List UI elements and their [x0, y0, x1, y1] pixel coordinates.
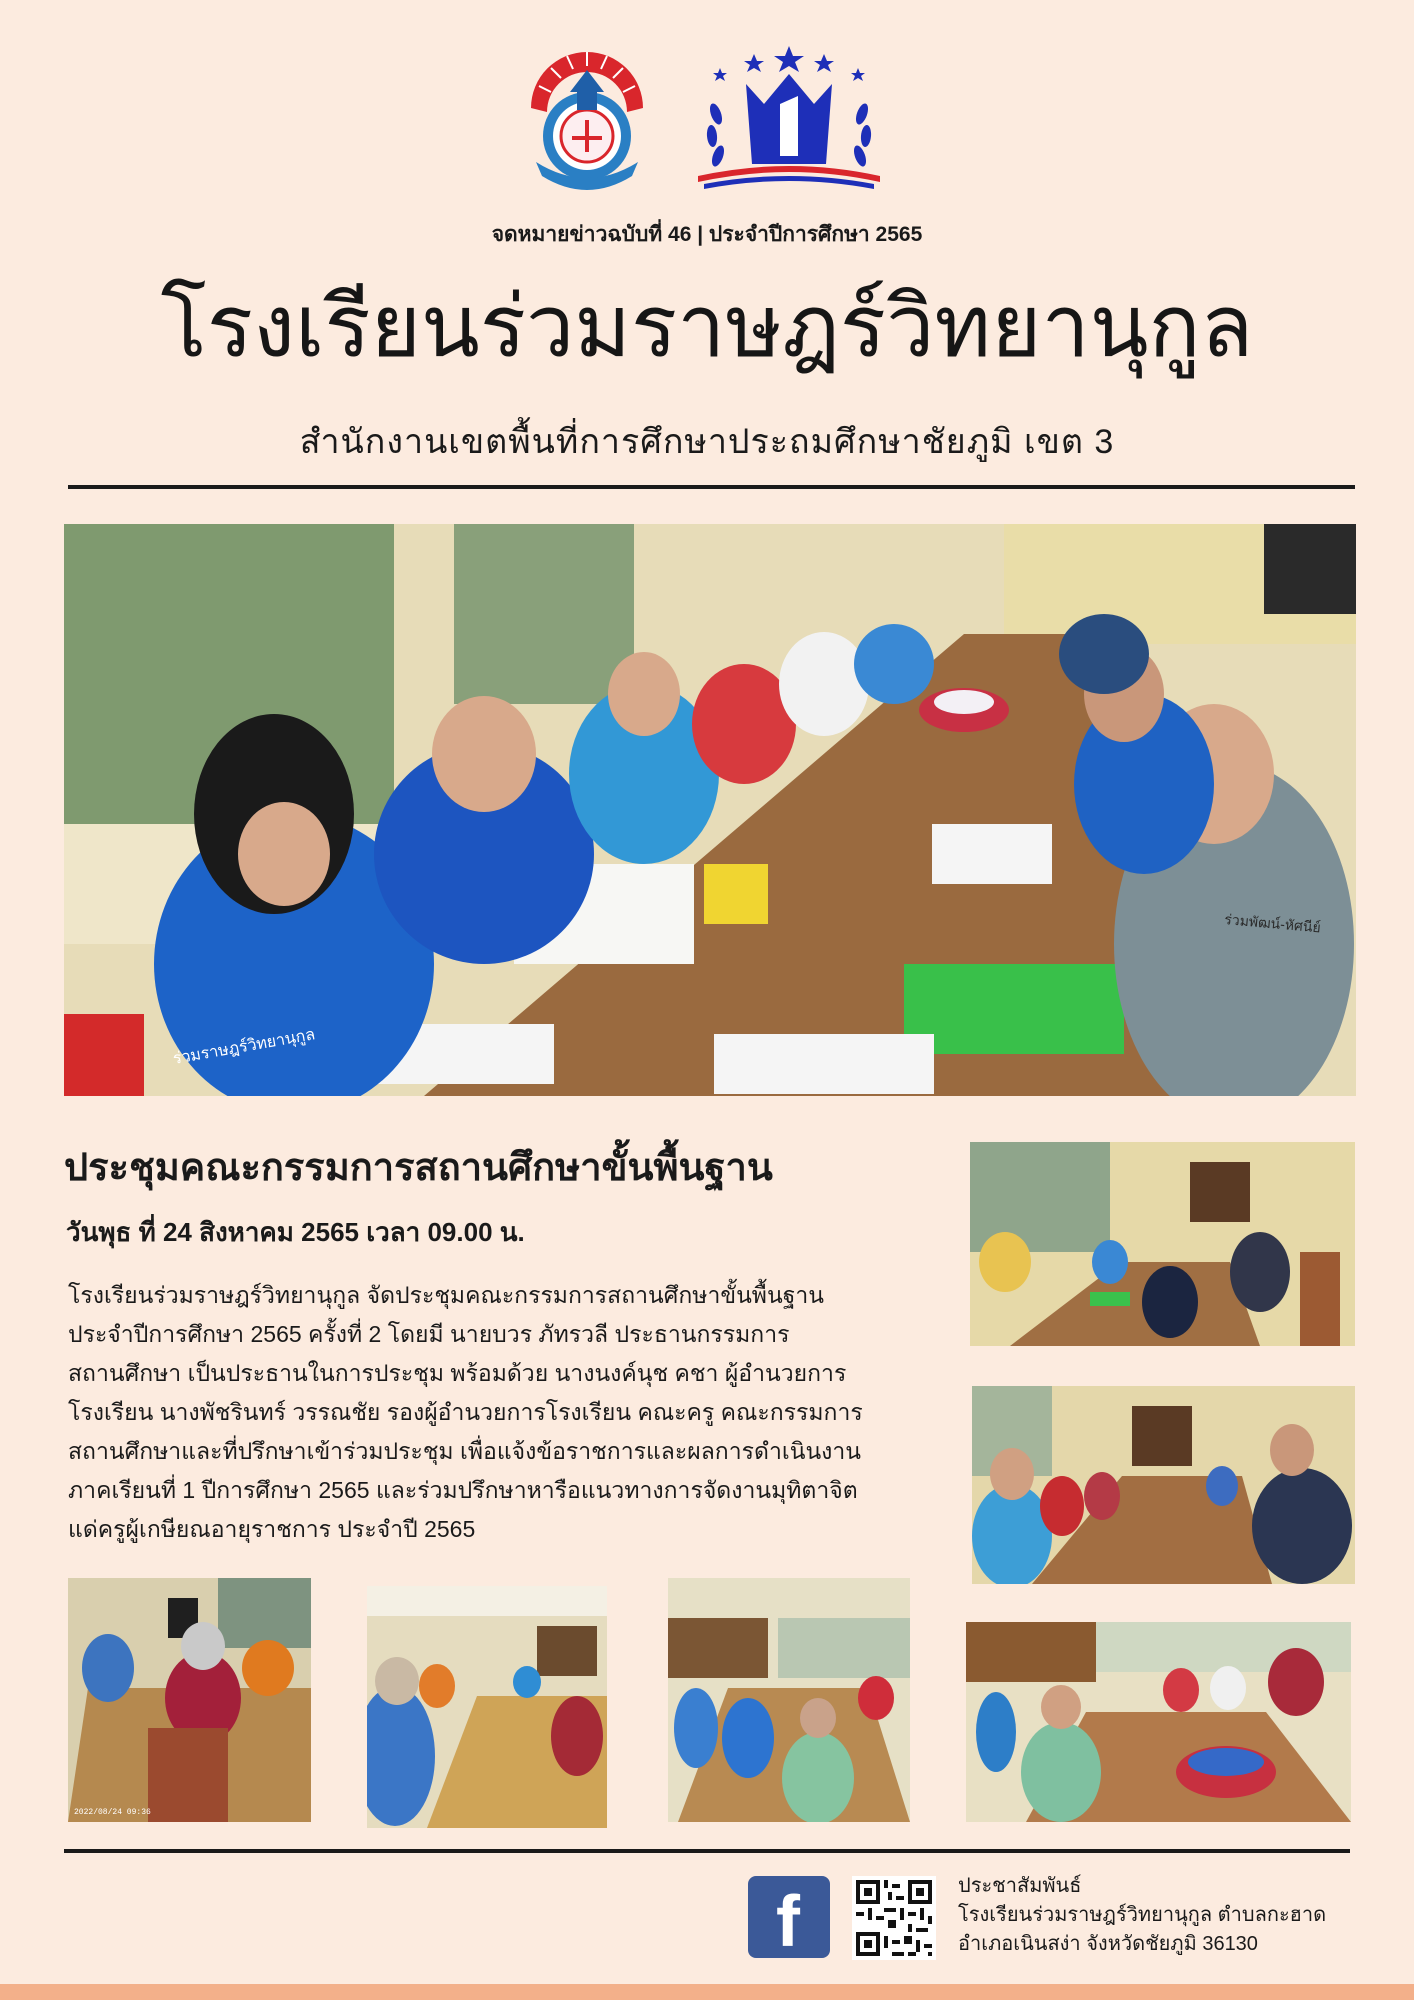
education-office-subtitle: สำนักงานเขตพื้นที่การศึกษาประถมศึกษาชัยภูมิ เขต 3 [299, 423, 1115, 461]
qr-code-icon [852, 1876, 936, 1960]
contact-info [958, 1872, 1326, 1959]
main-meeting-photo [64, 524, 1356, 1096]
star-crown-logo [694, 44, 884, 194]
body-line: ภาคเรียนที่ 1 ปีการศึกษา 2565 และร่วมปรึกษาหารือแนวทางการจัดงานมุทิตาจิต [68, 1477, 858, 1503]
header-divider [68, 485, 1355, 489]
bottom-accent-bar [0, 1984, 1414, 2000]
body-line: โรงเรียนร่วมราษฎร์วิทยานุกูล จัดประชุมคณะกรรมการสถานศึกษาขั้นพื้นฐาน [68, 1282, 825, 1308]
school-name-title: โรงเรียนร่วมราษฎร์วิทยานุกูล [160, 279, 1254, 375]
article-dateline: วันพุธ ที่ 24 สิงหาคม 2565 เวลา 09.00 น. [66, 1217, 525, 1247]
article-headline: ประชุมคณะกรรมการสถานศึกษาขั้นพื้นฐาน [64, 1147, 773, 1189]
school-seal-logo [528, 44, 646, 204]
bottom-photo-2 [367, 1586, 607, 1828]
contact-line: ประชาสัมพันธ์ [958, 1875, 1082, 1897]
newsletter-issue-line: จดหมายข่าวฉบับที่ 46 | ประจำปีการศึกษา 2565 [491, 223, 923, 246]
body-line: สถานศึกษา เป็นประธานในการประชุม พร้อมด้วย นางนงค์นุช คชา ผู้อำนวยการ [68, 1360, 847, 1386]
body-line: ประจำปีการศึกษา 2565 ครั้งที่ 2 โดยมี นายบวร ภัทรวลี ประธานกรรมการ [68, 1321, 790, 1347]
contact-line: โรงเรียนร่วมราษฎร์วิทยานุกูล ตำบลกะฮาด [958, 1904, 1327, 1926]
shirt-logo-text: ร่วมราษฎร์วิทยานุกูล [171, 1026, 317, 1068]
bottom-photo-3 [668, 1578, 910, 1822]
photo-timestamp: 2022/08/24 09:36 [74, 1808, 151, 1817]
footer-divider [64, 1849, 1350, 1853]
side-photo-1 [970, 1142, 1355, 1346]
side-photo-3 [966, 1622, 1351, 1822]
bottom-photo-1 [68, 1578, 311, 1822]
body-line: โรงเรียน นางพัชรินทร์ วรรณชัย รองผู้อำนวยการโรงเรียน คณะครู คณะกรรมการ [68, 1399, 863, 1425]
article-body [68, 1276, 908, 1549]
shirt-logo-text-2: ร่วมพัฒน์-หัศนีย์ [1223, 911, 1322, 936]
contact-line: อำเภอเนินสง่า จังหวัดชัยภูมิ 36130 [958, 1933, 1258, 1955]
side-photo-2 [972, 1386, 1355, 1584]
facebook-icon[interactable]: f [748, 1876, 830, 1958]
body-line: แด่ครูผู้เกษียณอายุราชการ ประจำปี 2565 [68, 1516, 476, 1542]
body-line: สถานศึกษาและที่ปรึกษาเข้าร่วมประชุม เพื่อแจ้งข้อราชการและผลการดำเนินงาน [68, 1438, 862, 1464]
